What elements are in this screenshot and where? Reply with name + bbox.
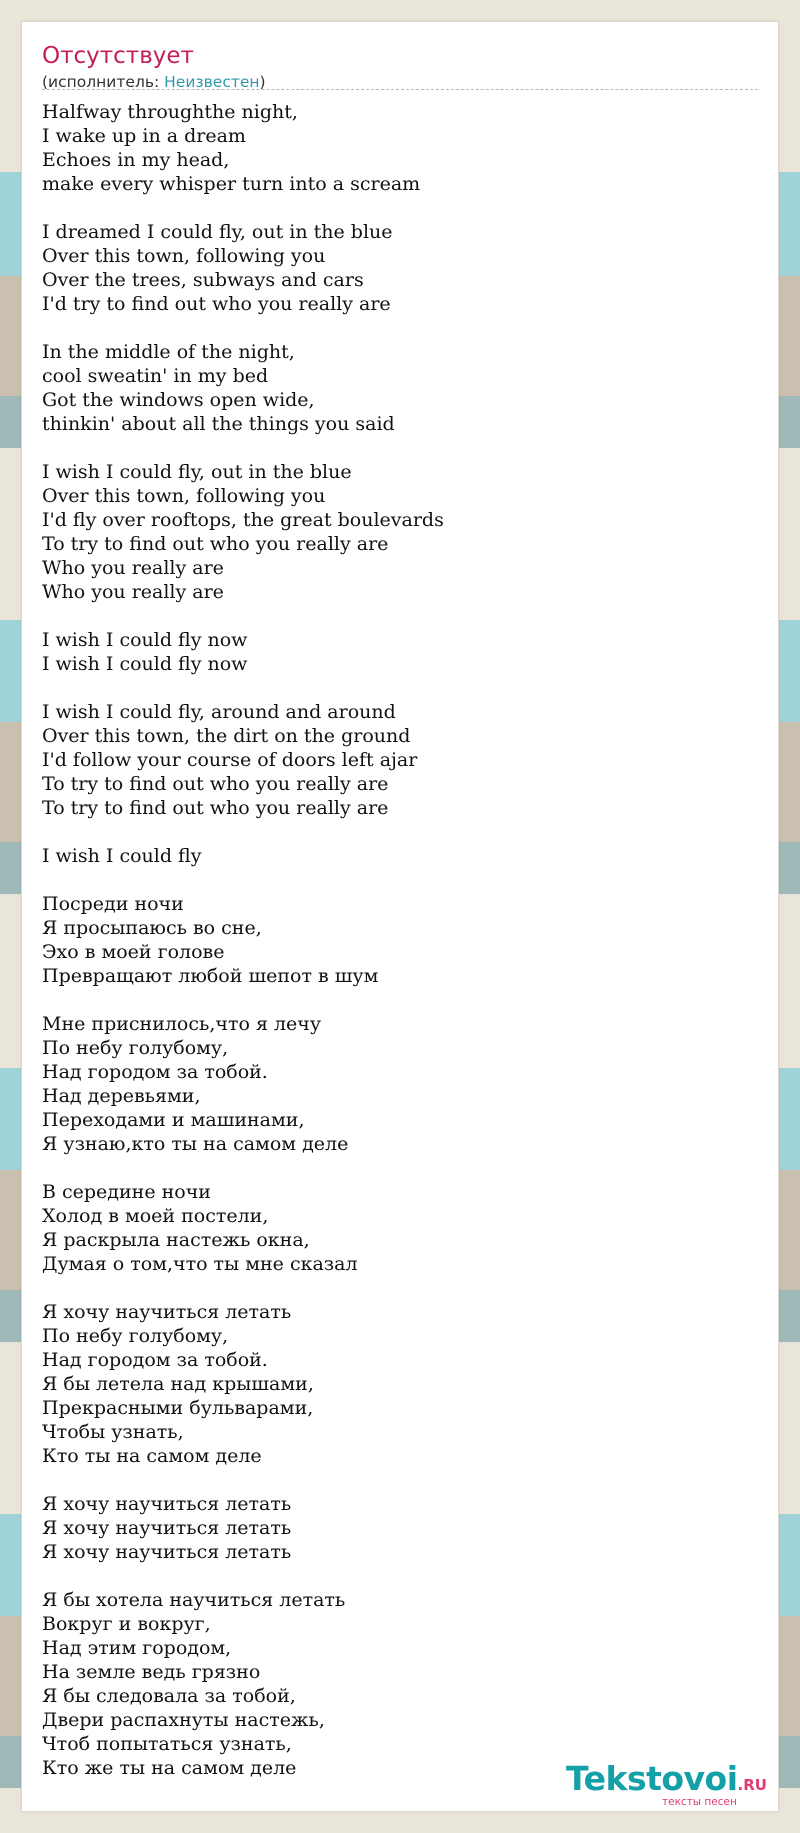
lyric-line: Я узнаю,кто ты на самом деле — [42, 1133, 349, 1155]
lyric-line: Двери распахнуты настежь, — [42, 1709, 325, 1731]
lyric-line: Я хочу научиться летать — [42, 1517, 292, 1539]
lyric-line: To try to find out who you really are — [42, 797, 389, 819]
lyric-line: Чтоб попытаться узнать, — [42, 1733, 292, 1755]
lyrics-stanza — [42, 340, 758, 436]
lyric-line: Я раскрыла настежь окна, — [42, 1229, 310, 1251]
lyrics-stanza — [42, 892, 758, 988]
title-divider — [42, 89, 758, 90]
lyrics-stanza — [42, 1180, 758, 1276]
lyric-line: Думая о том,что ты мне сказал — [42, 1253, 358, 1275]
lyric-line: Холод в моей постели, — [42, 1205, 269, 1227]
lyric-line: Over the trees, subways and cars — [42, 269, 364, 291]
site-logo[interactable] — [566, 1760, 766, 1810]
lyric-line: Прекрасными бульварами, — [42, 1397, 314, 1419]
lyric-line: Посреди ночи — [42, 893, 184, 915]
artist-suffix: ) — [259, 73, 266, 91]
lyric-line: Кто же ты на самом деле — [42, 1757, 297, 1779]
lyric-line: Кто ты на самом деле — [42, 1445, 262, 1467]
lyrics-stanza — [42, 1588, 758, 1780]
logo-tagline: тексты песен — [662, 1796, 737, 1808]
lyric-line: I wish I could fly — [42, 845, 202, 867]
lyric-line: I wake up in a dream — [42, 125, 246, 147]
lyric-line: Over this town, the dirt on the ground — [42, 725, 411, 747]
lyrics-stanza — [42, 460, 758, 604]
lyric-line: Я бы следовала за тобой, — [42, 1685, 296, 1707]
lyric-line: Я бы летела над крышами, — [42, 1373, 314, 1395]
logo-tld: .RU — [737, 1776, 767, 1794]
lyric-line: I wish I could fly now — [42, 653, 248, 675]
lyric-line: Я бы хотела научиться летать — [42, 1589, 346, 1611]
lyric-line: Я хочу научиться летать — [42, 1301, 292, 1323]
lyric-line: Halfway throughthe night, — [42, 101, 298, 123]
lyric-line: Who you really are — [42, 581, 224, 603]
lyric-line: I wish I could fly now — [42, 629, 248, 651]
lyric-line: По небу голубому, — [42, 1325, 229, 1347]
artist-link[interactable]: Неизвестен — [164, 73, 260, 91]
lyric-line: cool sweatin' in my bed — [42, 365, 269, 387]
lyric-line: thinkin' about all the things you said — [42, 413, 395, 435]
lyric-line: Echoes in my head, — [42, 149, 230, 171]
lyrics-stanza — [42, 100, 758, 196]
lyric-line: To try to find out who you really are — [42, 773, 389, 795]
lyric-line: Over this town, following you — [42, 485, 326, 507]
lyric-line: Над этим городом, — [42, 1637, 232, 1659]
lyric-line: I'd fly over rooftops, the great boulevards — [42, 509, 444, 531]
lyric-line: I dreamed I could fly, out in the blue — [42, 221, 393, 243]
lyrics-stanza — [42, 1012, 758, 1156]
lyric-line: Переходами и машинами, — [42, 1109, 305, 1131]
lyric-line: make every whisper turn into a scream — [42, 173, 421, 195]
lyric-line: Вокруг и вокруг, — [42, 1613, 211, 1635]
lyrics-stanza — [42, 1300, 758, 1468]
lyric-line: Над городом за тобой. — [42, 1349, 268, 1371]
lyric-line: Я просыпаюсь во сне, — [42, 917, 262, 939]
lyric-line: I wish I could fly, around and around — [42, 701, 396, 723]
lyrics-text — [42, 100, 758, 1804]
lyric-line: Эхо в моей голове — [42, 941, 225, 963]
lyrics-stanza — [42, 220, 758, 316]
lyric-line: Я хочу научиться летать — [42, 1541, 292, 1563]
artist-prefix: (исполнитель: — [42, 73, 165, 91]
lyric-line: I'd follow your course of doors left ajar — [42, 749, 418, 771]
lyrics-card — [22, 22, 778, 1811]
lyric-line: Превращают любой шепот в шум — [42, 965, 379, 987]
lyric-line: Над городом за тобой. — [42, 1061, 268, 1083]
lyric-line: In the middle of the night, — [42, 341, 295, 363]
lyric-line: На земле ведь грязно — [42, 1661, 261, 1683]
lyric-line: Who you really are — [42, 557, 224, 579]
lyric-line: Over this town, following you — [42, 245, 326, 267]
lyrics-stanza — [42, 1492, 758, 1564]
lyrics-stanza — [42, 700, 758, 820]
lyric-line: Над деревьями, — [42, 1085, 201, 1107]
lyric-line: Чтобы узнать, — [42, 1421, 184, 1443]
lyric-line: По небу голубому, — [42, 1037, 229, 1059]
logo-name: Tekstovoi — [566, 1759, 738, 1798]
lyrics-stanza — [42, 844, 758, 868]
lyric-line: I'd try to find out who you really are — [42, 293, 391, 315]
lyric-line: В середине ночи — [42, 1181, 211, 1203]
lyric-line: To try to find out who you really are — [42, 533, 389, 555]
lyrics-stanza — [42, 628, 758, 676]
song-title: Отсутствует — [42, 43, 194, 69]
lyric-line: I wish I could fly, out in the blue — [42, 461, 352, 483]
lyric-line: Got the windows open wide, — [42, 389, 315, 411]
lyric-line: Я хочу научиться летать — [42, 1493, 292, 1515]
lyric-line: Мне приснилось,что я лечу — [42, 1013, 322, 1035]
